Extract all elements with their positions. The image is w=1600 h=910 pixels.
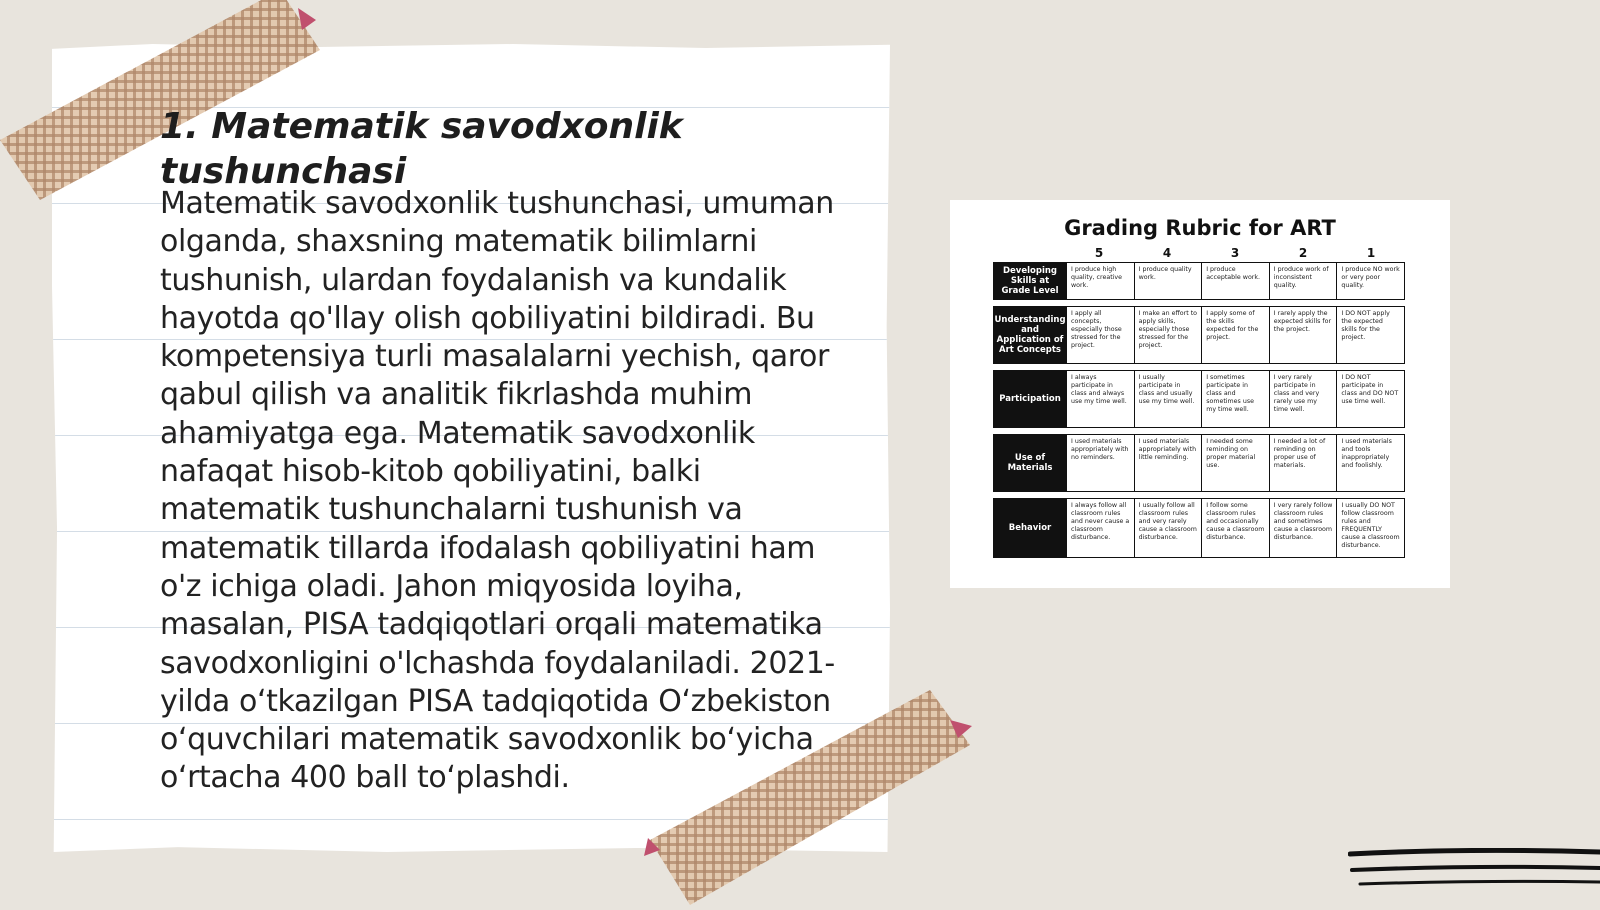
rubric-cell: I very rarely follow classroom rules and sometimes cause a classroom disturbance. [1269, 499, 1337, 557]
grading-rubric-image [950, 200, 1450, 588]
rubric-cell: I produce acceptable work. [1201, 263, 1269, 299]
rubric-cell: I always follow all classroom rules and never cause a classroom disturbance. [1066, 499, 1134, 557]
rubric-cell: I sometimes participate in class and sometimes use my time well. [1201, 371, 1269, 427]
rubric-row-label: Developing Skills at Grade Level [994, 263, 1066, 299]
rubric-cell: I produce NO work or very poor quality. [1336, 263, 1404, 299]
rubric-score-3: 3 [1230, 246, 1240, 260]
rubric-row [993, 498, 1405, 558]
rubric-cell: I apply all concepts, especially those stressed for the project. [1066, 307, 1134, 363]
rubric-cell: I usually DO NOT follow classroom rules and FREQUENTLY cause a classroom disturbance. [1336, 499, 1404, 557]
rubric-score-1: 1 [1366, 246, 1376, 260]
rubric-score-4: 4 [1162, 246, 1172, 260]
rubric-cell: I very rarely participate in class and very rarely use my time well. [1269, 371, 1337, 427]
rubric-row-label: Behavior [994, 499, 1066, 557]
rubric-cell: I produce high quality, creative work. [1066, 263, 1134, 299]
rubric-score-2: 2 [1298, 246, 1308, 260]
rubric-row [993, 262, 1405, 300]
rubric-cell: I used materials appropriately with no reminders. [1066, 435, 1134, 491]
rubric-row [993, 370, 1405, 428]
rubric-row [993, 434, 1405, 492]
slide-title: 1. Matematik savodxonlik tushunchasi [160, 106, 683, 192]
rubric-cell: I usually participate in class and usually use my time well. [1134, 371, 1202, 427]
rubric-cell: I needed a lot of reminding on proper use of materials. [1269, 435, 1337, 491]
rubric-title: Grading Rubric for ART [1064, 216, 1336, 240]
rubric-cell: I DO NOT apply the expected skills for the project. [1336, 307, 1404, 363]
rubric-score-5: 5 [1094, 246, 1104, 260]
rubric-cell: I produce quality work. [1134, 263, 1202, 299]
rubric-cell: I always participate in class and always use my time well. [1066, 371, 1134, 427]
rubric-cell: I follow some classroom rules and occasionally cause a classroom disturbance. [1201, 499, 1269, 557]
rubric-row-label: Participation [994, 371, 1066, 427]
rubric-row [993, 306, 1405, 364]
rubric-cell: I used materials and tools inappropriately and foolishly. [1336, 435, 1404, 491]
rubric-row-label: Use of Materials [994, 435, 1066, 491]
rubric-cell: I used materials appropriately with little reminding. [1134, 435, 1202, 491]
rubric-cell: I make an effort to apply skills, especially those stressed for the project. [1134, 307, 1202, 363]
rubric-cell: I produce work of inconsistent quality. [1269, 263, 1337, 299]
decorative-brush-lines [1348, 848, 1600, 890]
rubric-cell: I DO NOT participate in class and DO NOT use time well. [1336, 371, 1404, 427]
rubric-cell: I usually follow all classroom rules and very rarely cause a classroom disturbance. [1134, 499, 1202, 557]
rubric-row-label: Understanding and Application of Art Concepts [994, 307, 1066, 363]
slide-body-text: Matematik savodxonlik tushunchasi, umuman olganda, shaxsning matematik bilimlarni tushunish, ulardan foydalanish va kundalik hayotda qo'llay olish qobiliyatini bildiradi. Bu kompetensiya turli masalalarni yechish, qaror qabul qilish va analitik fikrlashda muhim ahamiyatga ega. Matematik savodxonlik nafaqat hisob-kitob qobiliyatini, balki matematik tushunchalarni tushunish va matematik tillarda ifodalash qobiliyatini ham o'z ichiga oladi. Jahon miqyosida loyiha, masalan, PISA tadqiqotlari orqali matematika savodxonligini o'lchashda foydalaniladi. 2021-yilda o‘tkazilgan PISA tadqiqotida O‘zbekiston o‘quvchilari matematik savodxonlik bo‘yicha o‘rtacha 400 ball to‘plashdi. [160, 186, 835, 796]
rubric-cell: I needed some reminding on proper material use. [1201, 435, 1269, 491]
rubric-cell: I rarely apply the expected skills for the project. [1269, 307, 1337, 363]
rubric-cell: I apply some of the skills expected for the project. [1201, 307, 1269, 363]
